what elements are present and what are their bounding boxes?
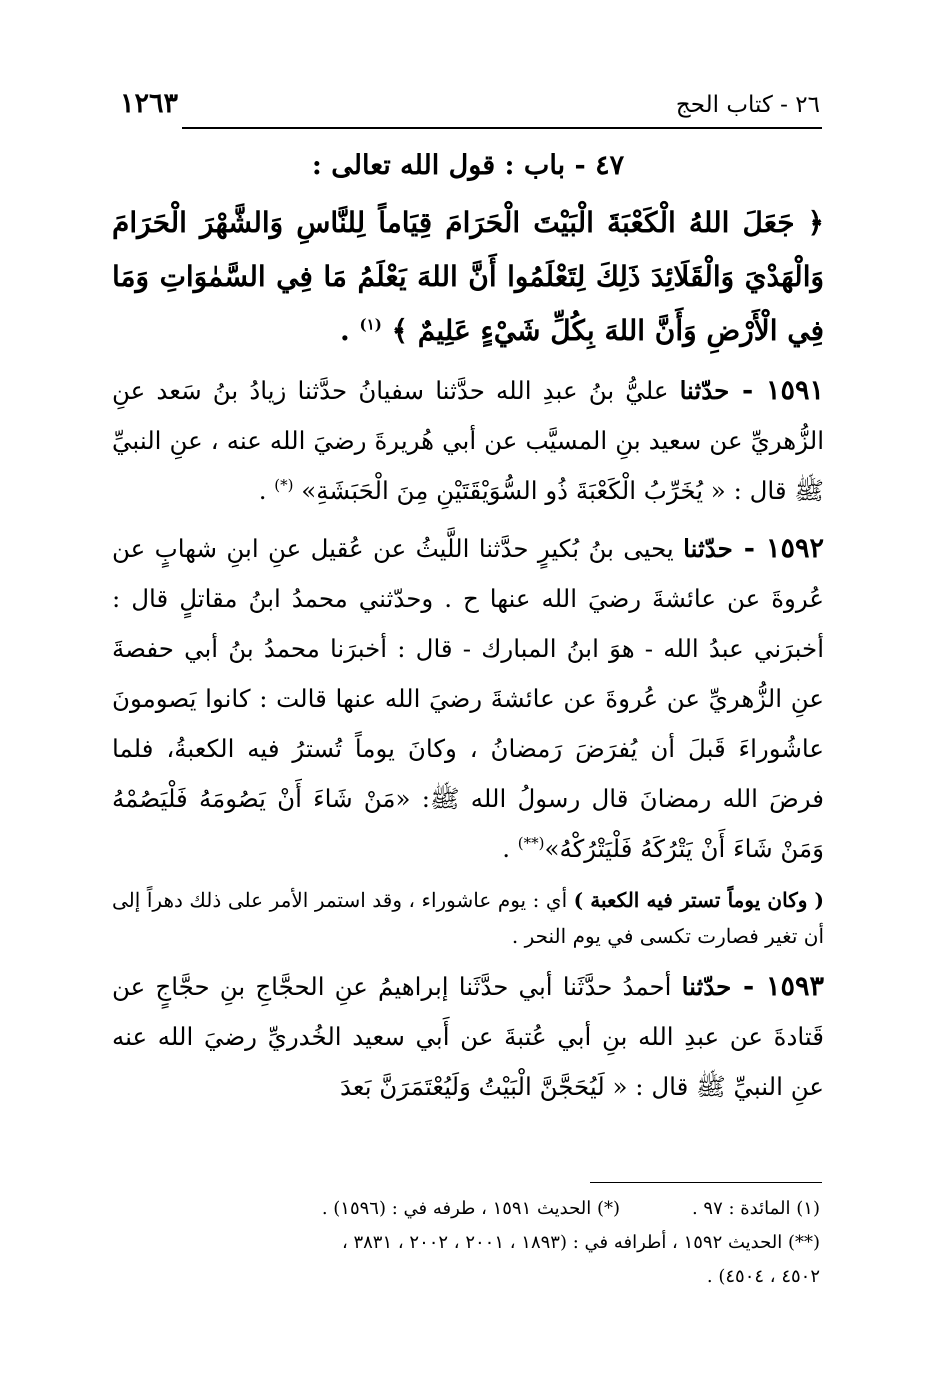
hadith-1593 xyxy=(112,962,824,1112)
footnote-star: (*) الحديث ١٥٩١ ، طرفه في : (١٥٩٦) . xyxy=(321,1198,620,1219)
hadith-dash: - xyxy=(731,971,766,1002)
hadith-text: يحيى بنُ بُكيرٍ حدَّثنا اللَّيثُ عن عُقيل عنِ ابنِ شهابٍ عن عُروةَ عن عائشةَ رضيَ الله عنها ح . وحدّثني محمدُ ابنُ مقاتلٍ قال : أخبرَني عبدُ الله - هوَ ابنُ المبارك - قال : أخبرَنا محمدُ بنُ أبي حفصةَ عنِ الزُّهريِّ عن عُروةَ عن عائشةَ رضيَ الله عنها قالت : كانوا يَصومونَ عاشُوراءَ قَبلَ أن يُفرَضَ رَمضانُ ، وكانَ يوماً تُسترُ فيه الكعبةُ، فلما فرضَ الله رمضانَ قال رسولُ الله ﷺ: «مَنْ شَاءَ أَنْ يَصُومَهُ فَلْيَصُمْهُ وَمَنْ شَاءَ أَنْ يَتْرُكَهُ فَلْيَتْرُكْهُ» xyxy=(112,534,824,863)
header-rule xyxy=(182,127,822,129)
footnotes xyxy=(120,1192,820,1294)
commentary xyxy=(112,882,824,954)
hadith-end: . xyxy=(258,476,275,505)
hadith-number: ١٥٩٢ xyxy=(765,533,824,564)
footnote-ref-double-star[interactable]: (**) xyxy=(517,833,545,852)
footnote-ref-star[interactable]: (*) xyxy=(274,475,294,494)
running-title: ٢٦ - كتاب الحج xyxy=(675,92,820,118)
footnote-ref-1[interactable]: (١) xyxy=(359,315,382,334)
hadith-end: . xyxy=(502,834,518,863)
commentary-keyword: ( وكان يوماً تستر فيه الكعبة ) xyxy=(573,888,824,912)
commentary-text: أي : يوم عاشوراء ، وقد استمر الأمر على ذلك دهراً إلى أن تغير فصارت تكسى في يوم النحر . xyxy=(112,888,824,948)
footnote-rule xyxy=(590,1182,822,1183)
footnote-1: (١) المائدة : ٩٧ . xyxy=(691,1198,820,1219)
footnote-row xyxy=(120,1192,820,1226)
quran-verse xyxy=(112,196,824,358)
footnote-double-star-line-1: (**) الحديث ١٥٩٢ ، أطرافه في : (١٨٩٣ ، ٢٠٠١ ، ٢٠٠٢ ، ٣٨٣١ ، xyxy=(341,1232,820,1253)
hadith-text: أحمدُ حدَّثَنا أبي حدَّثَنا إبراهيمُ عنِ الحجَّاجِ بنِ حجَّاجٍ عن قَتادةَ عن عبدِ الله بنِ أبي عُتبةَ عن أَبي سعيد الخُدريِّ رضيَ الله عنه عنِ النبيِّ ﷺ قال : « لَيُحَجَّنَّ الْبَيْتُ وَلَيُعْتَمَرَنَّ بَعدَ xyxy=(112,972,824,1101)
hadith-keyword: حدّثنا xyxy=(679,376,730,405)
hadith-1592 xyxy=(112,524,824,874)
footnote-double-star-line-2: ٤٥٠٢ ، ٤٥٠٤) . xyxy=(706,1266,820,1287)
page-body xyxy=(112,146,824,1120)
verse-end: . xyxy=(340,314,360,347)
hadith-keyword: حدّثنا xyxy=(683,534,733,563)
hadith-dash: - xyxy=(732,533,766,564)
hadith-number: ١٥٩١ xyxy=(765,375,824,406)
hadith-1591 xyxy=(112,366,824,516)
hadith-number: ١٥٩٣ xyxy=(765,971,824,1002)
hadith-dash: - xyxy=(729,375,766,406)
page-header xyxy=(120,88,820,119)
page-number: ١٢٦٣ xyxy=(120,88,179,119)
chapter-title: ٤٧ - باب : قول الله تعالى : xyxy=(311,150,625,181)
verse-text: ﴿ جَعَلَ اللهُ الْكَعْبَةَ الْبَيْتَ الْحَرَامَ قِيَاماً لِلنَّاسِ وَالشَّهْرَ الْحَرَامَ وَالْهَدْيَ وَالْقَلَائِدَ ذَلِكَ لِتَعْلَمُوا أَنَّ اللهَ يَعْلَمُ مَا فِي السَّمٰوَاتِ وَمَا فِي الْأَرْضِ وَأَنَّ اللهَ بِكُلِّ شَيْءٍ عَلِيمٌ ﴾ xyxy=(112,206,824,347)
hadith-keyword: حدّثنا xyxy=(681,972,732,1001)
hadith-text: عليُّ بنُ عبدِ الله حدَّثنا سفيانُ حدَّثنا زيادُ بنُ سَعد عنِ الزُّهريِّ عن سعيد بنِ المسيَّب عن أبي هُريرةَ رضيَ الله عنه ، عنِ النبيِّ ﷺ قال : « يُخَرِّبُ الْكَعْبَةَ ذُو السُّوَيْقَتَيْنِ مِنَ الْحَبَشَةِ» xyxy=(112,376,824,505)
